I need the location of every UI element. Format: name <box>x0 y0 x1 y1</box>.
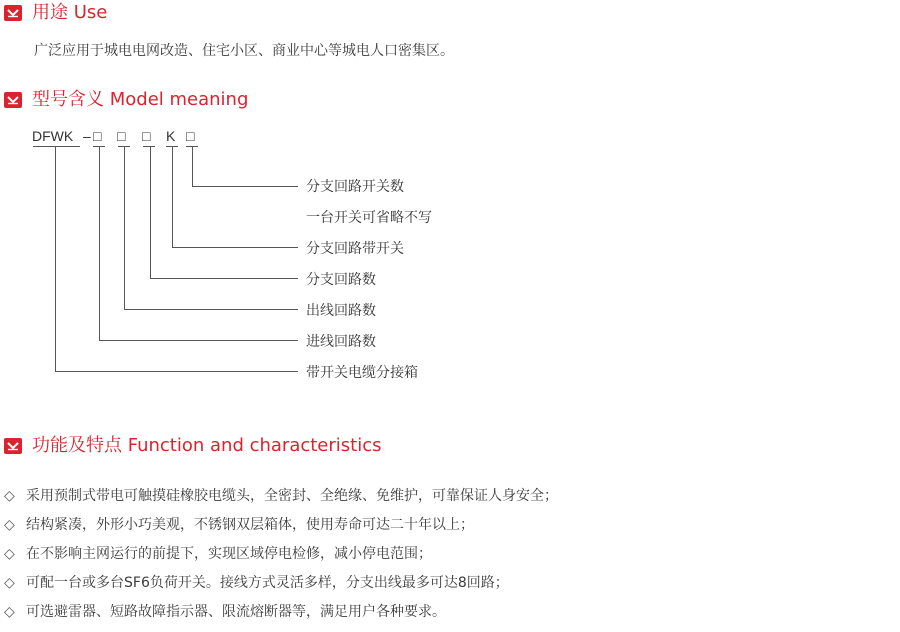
section-use-title: 用途 Use <box>32 2 108 23</box>
section-model-title: 型号含义 Model meaning <box>32 89 249 110</box>
model-label-branch-switch-count: 分支回路开关数 <box>306 179 404 195</box>
list-item <box>4 515 558 544</box>
list-item <box>4 602 558 631</box>
section-use-header <box>4 1 107 25</box>
model-label-branch-count: 分支回路数 <box>306 272 376 288</box>
feature-text: 可配一台或多台SF6负荷开关。接线方式灵活多样，分支出线最多可达8回路； <box>26 575 509 591</box>
feature-text: 在不影响主网运行的前提下，实现区域停电检修，减小停电范围； <box>26 546 432 562</box>
model-code-diagram <box>0 120 460 390</box>
model-code-box-1: □ <box>93 128 102 144</box>
feature-text: 结构紧凑，外形小巧美观，不锈钢双层箱体，使用寿命可达二十年以上； <box>26 517 474 533</box>
diamond-bullet-icon: ◇ <box>4 488 15 504</box>
model-label-cable-branch-box: 带开关电缆分接箱 <box>306 365 418 381</box>
list-item <box>4 573 558 602</box>
model-code-k: K <box>166 128 176 144</box>
red-badge-icon <box>4 92 22 108</box>
feature-text: 采用预制式带电可触摸硅橡胶电缆头，全密封、全绝缘、免维护，可靠保证人身安全； <box>26 488 558 504</box>
features-list <box>4 486 558 631</box>
model-label-single-switch-note: 一台开关可省略不写 <box>306 210 432 226</box>
list-item <box>4 544 558 573</box>
model-label-outgoing-count: 出线回路数 <box>306 303 376 319</box>
diamond-bullet-icon: ◇ <box>4 575 15 591</box>
model-label-branch-with-switch: 分支回路带开关 <box>306 241 404 257</box>
feature-text: 可选避雷器、短路故障指示器、限流熔断器等，满足用户各种要求。 <box>26 604 446 620</box>
red-badge-icon <box>4 438 22 454</box>
red-badge-icon <box>4 5 22 21</box>
model-code-box-2: □ <box>117 128 126 144</box>
model-code-box-3: □ <box>142 128 151 144</box>
model-code-prefix: DFWK <box>32 128 74 144</box>
section-features-title: 功能及特点 Function and characteristics <box>32 435 382 456</box>
section-features-header <box>4 434 382 458</box>
use-description: 广泛应用于城电电网改造、住宅小区、商业中心等城电人口密集区。 <box>34 43 454 59</box>
model-code-box-4: □ <box>186 128 195 144</box>
model-label-incoming-count: 进线回路数 <box>306 334 376 350</box>
diamond-bullet-icon: ◇ <box>4 604 15 620</box>
diamond-bullet-icon: ◇ <box>4 517 15 533</box>
section-model-header <box>4 88 248 112</box>
model-code-dash: – <box>83 128 91 144</box>
list-item <box>4 486 558 515</box>
diamond-bullet-icon: ◇ <box>4 546 15 562</box>
